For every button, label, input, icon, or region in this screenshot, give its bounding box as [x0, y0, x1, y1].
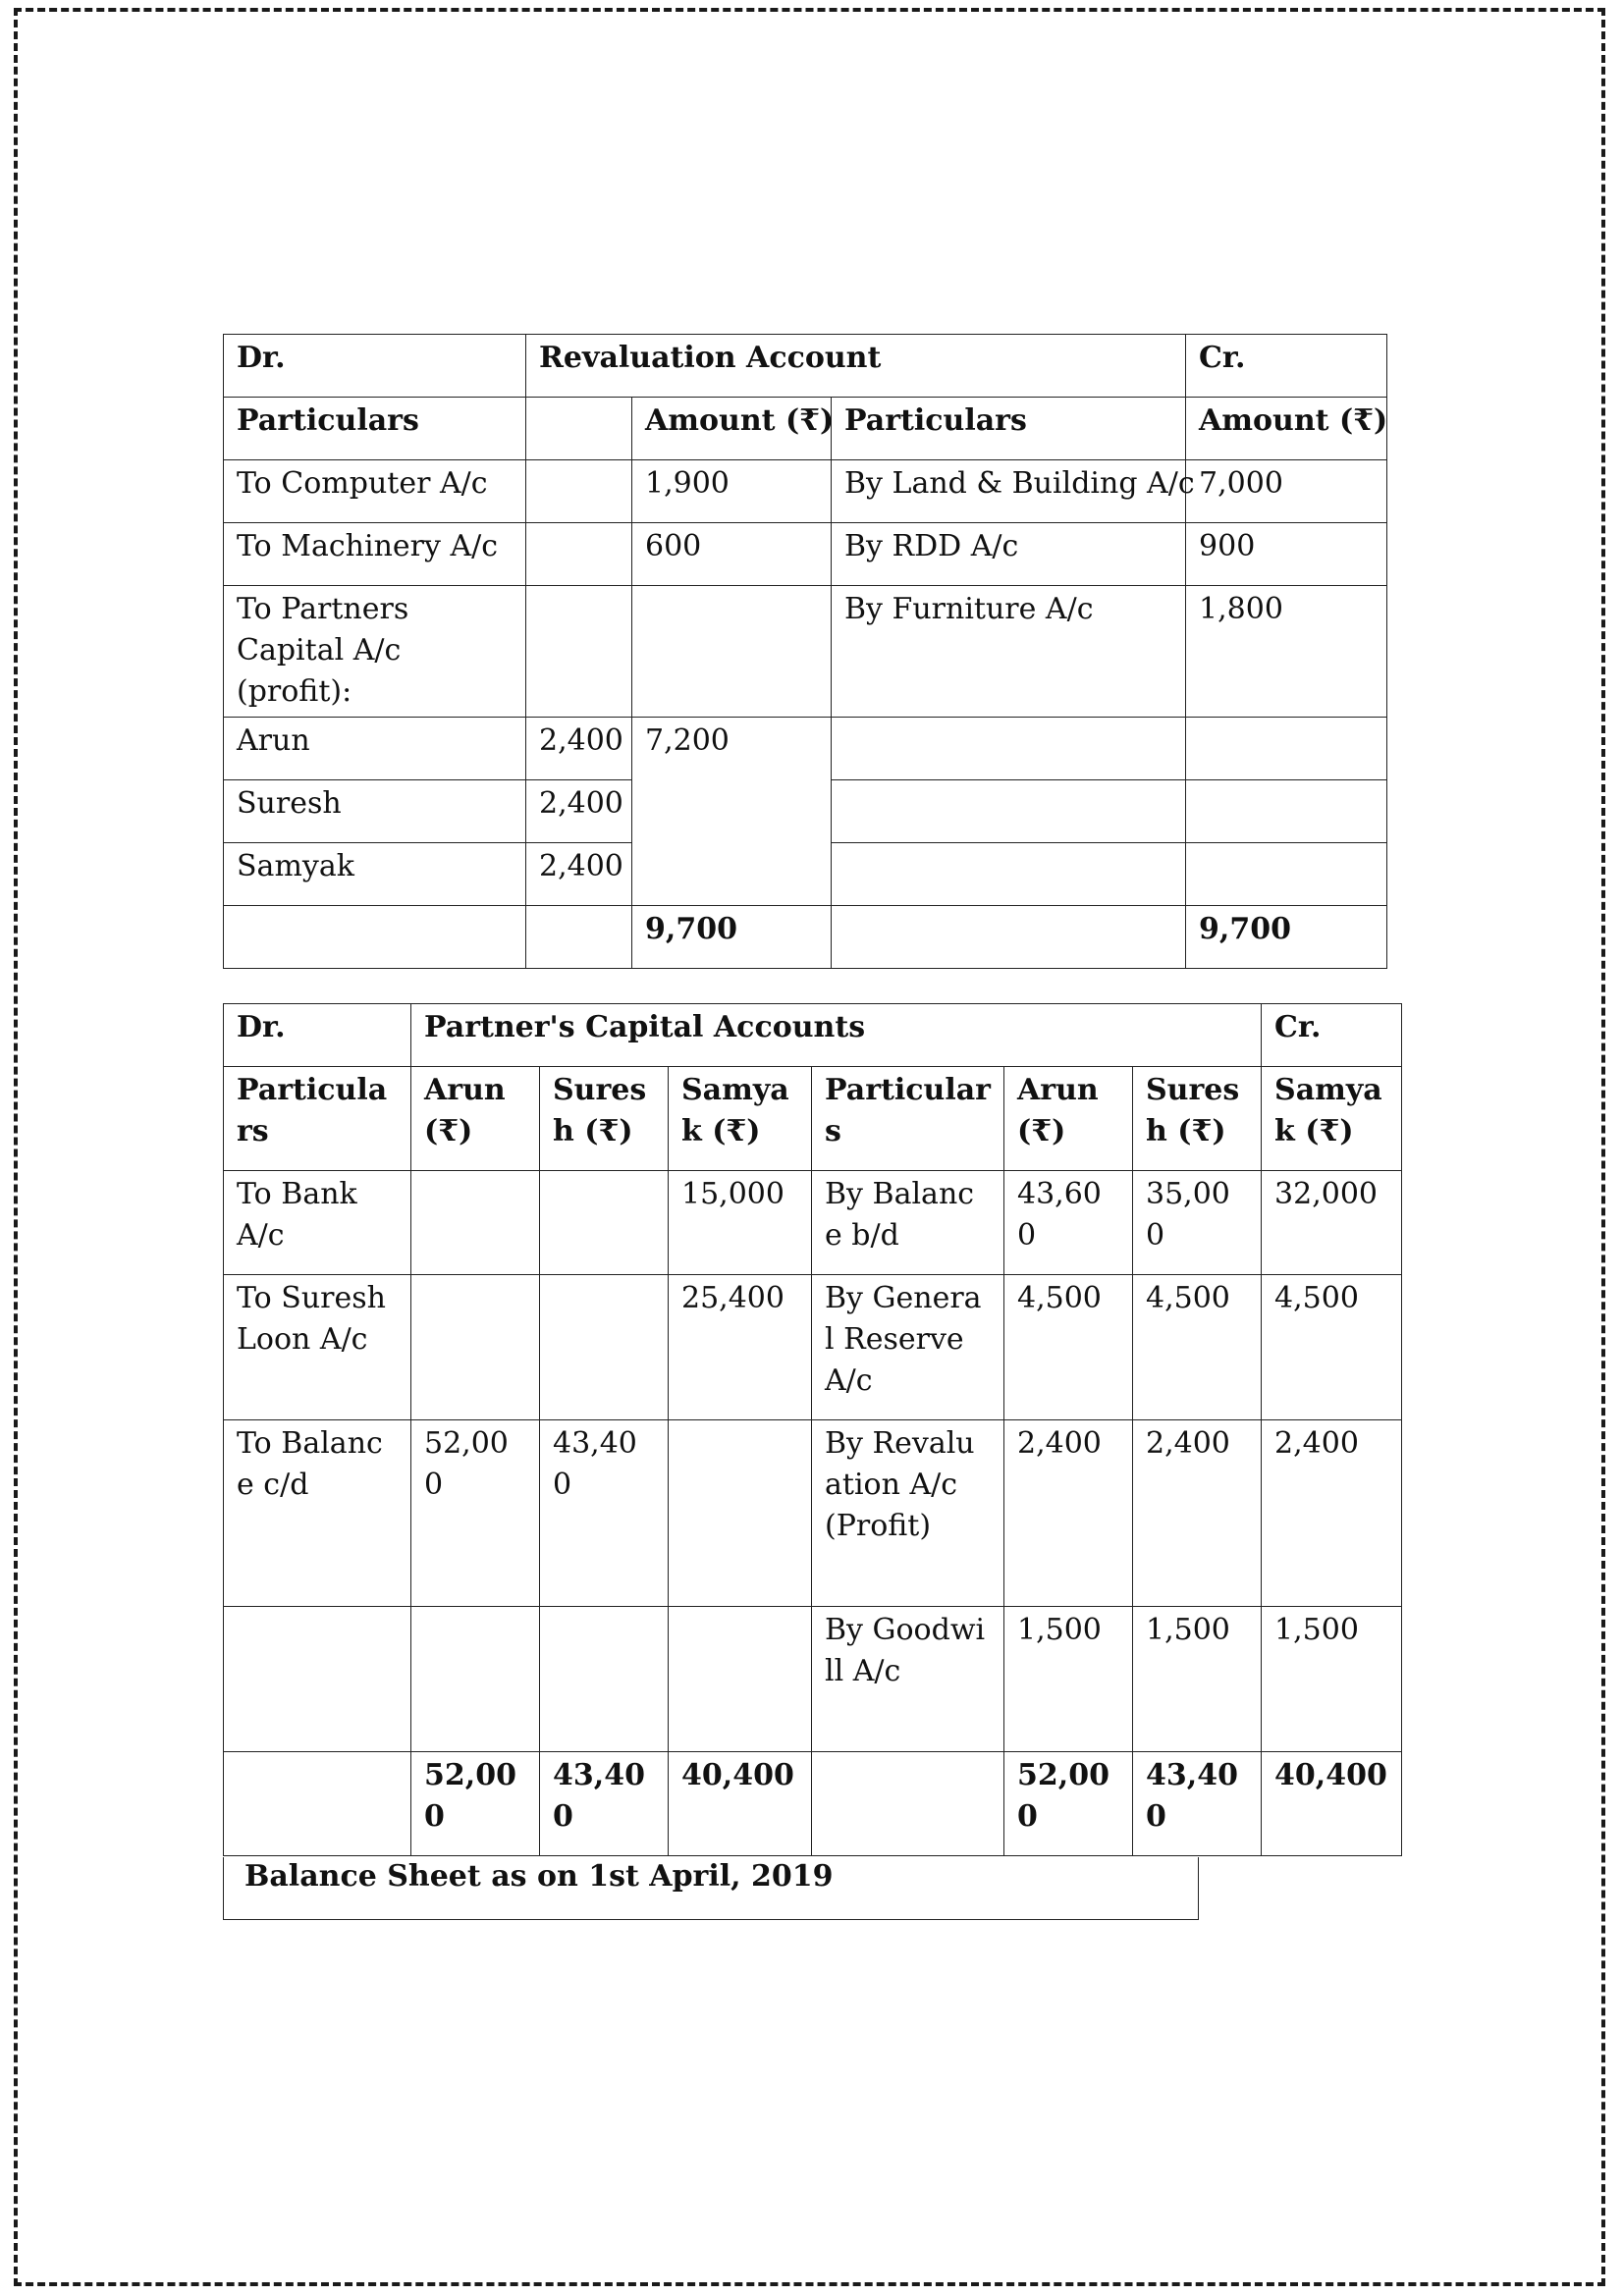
empty-cell — [526, 460, 632, 523]
revaluation-account-table — [223, 334, 1387, 969]
table-row — [224, 460, 1387, 523]
partners-total: 7,200 — [632, 718, 832, 906]
empty-cell — [526, 523, 632, 586]
table-cell: 25,400 — [669, 1275, 812, 1420]
credit-amount: 900 — [1186, 523, 1387, 586]
table-cell: By Balance b/d — [812, 1171, 1004, 1275]
table-cell: 15,000 — [669, 1171, 812, 1275]
total-cell — [812, 1752, 1004, 1856]
table-cell: 2,400 — [1133, 1420, 1262, 1607]
total-cell — [224, 1752, 411, 1856]
total-cell: 43,400 — [1133, 1752, 1262, 1856]
table-row — [224, 1171, 1402, 1275]
capital-accounts-table — [223, 1003, 1402, 1856]
empty-cell — [832, 906, 1186, 969]
empty-cell — [526, 906, 632, 969]
table-row — [224, 1420, 1402, 1607]
empty-cell — [526, 586, 632, 718]
empty-cell — [832, 843, 1186, 906]
total-cell: 52,000 — [1004, 1752, 1133, 1856]
empty-cell — [832, 780, 1186, 843]
partner-share: 2,400 — [526, 780, 632, 843]
total-cell: 43,400 — [540, 1752, 669, 1856]
total-cell: 40,400 — [669, 1752, 812, 1856]
capital-title-row — [224, 1004, 1402, 1067]
table-cell: 43,600 — [1004, 1171, 1133, 1275]
table-cell — [411, 1171, 540, 1275]
partner-name: Suresh — [224, 780, 526, 843]
partner-name: Arun — [224, 718, 526, 780]
column-header: Samyak (₹) — [1262, 1067, 1402, 1171]
particulars-header: Particulars — [832, 398, 1186, 460]
table-cell — [540, 1275, 669, 1420]
debit-particular: To Computer A/c — [224, 460, 526, 523]
credit-total: 9,700 — [1186, 906, 1387, 969]
partner-share: 2,400 — [526, 843, 632, 906]
amount-header: Amount (₹) — [632, 398, 832, 460]
empty-cell — [1186, 843, 1387, 906]
debit-total: 9,700 — [632, 906, 832, 969]
table-cell: 43,400 — [540, 1420, 669, 1607]
balance-sheet-title: Balance Sheet as on 1st April, 2019 — [223, 1857, 1199, 1920]
particulars-header: Particulars — [224, 398, 526, 460]
table-cell: 1,500 — [1133, 1607, 1262, 1752]
table-cell: 1,500 — [1004, 1607, 1133, 1752]
amount-header: Amount (₹) — [1186, 398, 1387, 460]
empty-cell — [526, 398, 632, 460]
revaluation-header-row — [224, 398, 1387, 460]
credit-amount: 7,000 — [1186, 460, 1387, 523]
capital-header-row — [224, 1067, 1402, 1171]
debit-particular: To Machinery A/c — [224, 523, 526, 586]
table-cell: 35,000 — [1133, 1171, 1262, 1275]
total-cell: 52,000 — [411, 1752, 540, 1856]
table-row — [224, 523, 1387, 586]
partner-row — [224, 718, 1387, 780]
dr-label: Dr. — [224, 1004, 411, 1067]
dr-label: Dr. — [224, 335, 526, 398]
table-cell — [540, 1171, 669, 1275]
credit-particular: By RDD A/c — [832, 523, 1186, 586]
table-cell: 4,500 — [1262, 1275, 1402, 1420]
table-cell — [411, 1607, 540, 1752]
table-cell: By Revaluation A/c (Profit) — [812, 1420, 1004, 1607]
table-cell: 4,500 — [1004, 1275, 1133, 1420]
column-header: Samyak (₹) — [669, 1067, 812, 1171]
capital-title: Partner's Capital Accounts — [411, 1004, 1262, 1067]
table-cell: 52,000 — [411, 1420, 540, 1607]
credit-amount: 1,800 — [1186, 586, 1387, 718]
table-cell: 2,400 — [1262, 1420, 1402, 1607]
table-cell: 2,400 — [1004, 1420, 1133, 1607]
table-cell: To Bank A/c — [224, 1171, 411, 1275]
column-header: Suresh (₹) — [540, 1067, 669, 1171]
cr-label: Cr. — [1262, 1004, 1402, 1067]
table-cell: To Balance c/d — [224, 1420, 411, 1607]
column-header: Suresh (₹) — [1133, 1067, 1262, 1171]
empty-cell — [1186, 780, 1387, 843]
table-cell: By Goodwill A/c — [812, 1607, 1004, 1752]
table-row — [224, 1607, 1402, 1752]
column-header: Particulars — [224, 1067, 411, 1171]
partner-share: 2,400 — [526, 718, 632, 780]
table-cell: By General Reserve A/c — [812, 1275, 1004, 1420]
column-header: Particulars — [812, 1067, 1004, 1171]
table-row — [224, 1275, 1402, 1420]
empty-cell — [1186, 718, 1387, 780]
debit-particular: To Partners Capital A/c (profit): — [224, 586, 526, 718]
table-cell: 4,500 — [1133, 1275, 1262, 1420]
table-row — [224, 586, 1387, 718]
debit-amount: 600 — [632, 523, 832, 586]
revaluation-title: Revaluation Account — [526, 335, 1186, 398]
total-cell: 40,400 — [1262, 1752, 1402, 1856]
empty-cell — [224, 906, 526, 969]
table-cell: To Suresh Loon A/c — [224, 1275, 411, 1420]
table-cell — [224, 1607, 411, 1752]
column-header: Arun (₹) — [411, 1067, 540, 1171]
debit-amount: 1,900 — [632, 460, 832, 523]
debit-amount — [632, 586, 832, 718]
credit-particular: By Land & Building A/c — [832, 460, 1186, 523]
empty-cell — [832, 718, 1186, 780]
total-row — [224, 906, 1387, 969]
table-cell — [669, 1420, 812, 1607]
table-cell: 32,000 — [1262, 1171, 1402, 1275]
table-cell — [411, 1275, 540, 1420]
revaluation-title-row — [224, 335, 1387, 398]
partner-name: Samyak — [224, 843, 526, 906]
table-cell — [540, 1607, 669, 1752]
cr-label: Cr. — [1186, 335, 1387, 398]
total-row — [224, 1752, 1402, 1856]
credit-particular: By Furniture A/c — [832, 586, 1186, 718]
table-cell: 1,500 — [1262, 1607, 1402, 1752]
table-cell — [669, 1607, 812, 1752]
column-header: Arun (₹) — [1004, 1067, 1133, 1171]
